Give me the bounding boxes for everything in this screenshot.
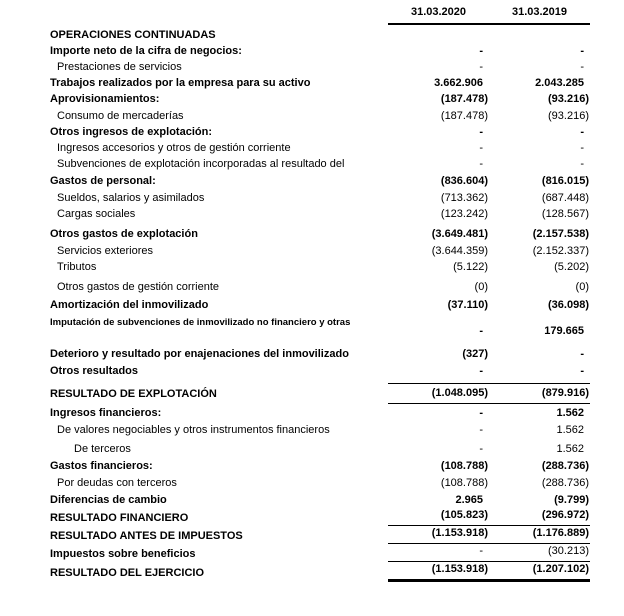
row-values	[388, 228, 590, 241]
row-label: Servicios exteriores	[57, 244, 153, 257]
table-row	[0, 43, 624, 59]
row-values	[388, 299, 590, 312]
row-values	[388, 365, 590, 378]
row-label: RESULTADO FINANCIERO	[50, 512, 189, 524]
value-2020: (1.048.095)	[431, 387, 488, 399]
row-label: RESULTADO DEL EJERCICIO	[50, 567, 205, 579]
row-values	[388, 208, 590, 221]
value-2019: (296.972)	[541, 509, 589, 521]
row-values	[388, 407, 590, 420]
row-label: Ingresos financieros:	[50, 406, 162, 419]
value-2019: -	[580, 157, 584, 170]
statement-rows	[0, 25, 624, 582]
value-2020: -	[479, 141, 483, 154]
value-2020: (1.153.918)	[431, 527, 488, 539]
value-2020: 2.965	[455, 493, 483, 506]
row-values	[388, 45, 590, 58]
row-values	[388, 494, 590, 507]
row-values	[388, 509, 590, 526]
table-row	[0, 27, 624, 43]
value-2019: (2.152.337)	[532, 244, 589, 257]
value-2020: (108.788)	[440, 476, 488, 489]
value-2020: (108.788)	[440, 459, 488, 472]
table-row	[0, 475, 624, 491]
row-values	[388, 563, 590, 582]
value-2019: (93.216)	[548, 92, 589, 105]
value-2020: (836.604)	[440, 174, 488, 187]
row-label: Trabajos realizados por la empresa para su activo	[50, 76, 311, 89]
value-2019: (93.216)	[548, 109, 589, 122]
table-row	[0, 383, 624, 404]
row-values	[388, 77, 590, 90]
row-values	[388, 175, 590, 188]
value-2020: (105.823)	[440, 509, 488, 521]
table-row	[0, 279, 624, 295]
value-2020: -	[479, 157, 483, 170]
row-label: Aprovisionamientos:	[50, 92, 160, 105]
row-values	[388, 383, 590, 404]
value-2020: (5.122)	[453, 260, 488, 273]
row-values	[388, 460, 590, 473]
row-values	[388, 477, 590, 490]
value-2020: -	[479, 44, 483, 57]
table-row	[0, 527, 624, 544]
row-label: Deterioro y resultado por enajenaciones del inmovilizado	[50, 347, 349, 360]
value-2020: (187.478)	[440, 109, 488, 122]
value-2020: -	[479, 325, 483, 337]
row-values	[388, 110, 590, 123]
value-2019: 1.562	[556, 423, 584, 436]
table-row	[0, 206, 624, 222]
row-values	[388, 325, 590, 338]
column-header-2019: 31.03.2019	[511, 6, 568, 18]
value-2020: -	[479, 406, 483, 419]
table-row	[0, 363, 624, 379]
value-2019: (1.176.889)	[532, 527, 589, 539]
value-2019: (30.213)	[548, 545, 589, 557]
row-values	[388, 527, 590, 544]
row-values	[388, 261, 590, 274]
value-2020: (37.110)	[447, 298, 488, 311]
table-row	[0, 173, 624, 189]
table-row	[0, 422, 624, 438]
value-2019: (879.916)	[541, 387, 589, 399]
table-row	[0, 492, 624, 508]
row-label: Subvenciones de explotación incorporadas al resultado del	[57, 157, 345, 170]
table-row	[0, 190, 624, 206]
table-row	[0, 156, 624, 172]
table-row	[0, 108, 624, 124]
row-label: Imputación de subvenciones de inmovilizado no financiero y otras	[50, 317, 351, 328]
table-row	[0, 59, 624, 75]
row-label: Ingresos accesorios y otros de gestión corriente	[57, 141, 291, 154]
row-label: Por deudas con terceros	[57, 476, 177, 489]
value-2020: -	[479, 545, 483, 557]
table-row	[0, 140, 624, 156]
row-label: De valores negociables y otros instrumentos financieros	[57, 423, 330, 436]
row-label: De terceros	[74, 442, 131, 455]
value-2020: (187.478)	[440, 92, 488, 105]
row-values	[388, 93, 590, 106]
column-header-group	[388, 6, 590, 25]
row-values	[388, 142, 590, 155]
row-label: Tributos	[57, 260, 97, 273]
table-row	[0, 314, 624, 340]
value-2019: (288.736)	[541, 459, 589, 472]
row-label: Otros resultados	[50, 364, 139, 377]
value-2019: -	[580, 60, 584, 73]
value-2020: (123.242)	[440, 207, 488, 220]
row-label: Otros ingresos de explotación:	[50, 125, 212, 138]
row-values	[388, 192, 590, 205]
value-2019: (0)	[575, 280, 589, 293]
row-values	[388, 245, 590, 258]
value-2019: 1.562	[556, 442, 584, 455]
row-values	[388, 158, 590, 171]
value-2019: (288.736)	[541, 476, 589, 489]
table-row	[0, 545, 624, 562]
table-row	[0, 458, 624, 474]
table-row	[0, 441, 624, 457]
value-2019: (9.799)	[554, 493, 589, 506]
row-label: Gastos de personal:	[50, 174, 156, 187]
table-row	[0, 226, 624, 242]
value-2019: (128.567)	[541, 207, 589, 220]
value-2019: -	[580, 44, 584, 57]
value-2020: (1.153.918)	[431, 563, 488, 575]
table-row	[0, 243, 624, 259]
table-row	[0, 124, 624, 140]
value-2019: (687.448)	[541, 191, 589, 204]
value-2019: (1.207.102)	[532, 563, 589, 575]
row-label: Sueldos, salarios y asimilados	[57, 191, 205, 204]
row-label: Impuestos sobre beneficios	[50, 548, 196, 560]
value-2019: 2.043.285	[535, 76, 584, 89]
row-label: Amortización del inmovilizado	[50, 298, 209, 311]
value-2019: -	[580, 125, 584, 138]
table-row	[0, 509, 624, 526]
value-2020: -	[479, 364, 483, 377]
row-label: RESULTADO ANTES DE IMPUESTOS	[50, 530, 243, 542]
value-2020: (3.649.481)	[431, 227, 488, 240]
value-2020: (0)	[474, 280, 488, 293]
table-row	[0, 346, 624, 362]
row-values	[388, 61, 590, 74]
table-row	[0, 75, 624, 91]
row-label: Otros gastos de gestión corriente	[57, 280, 220, 293]
value-2019: -	[580, 347, 584, 360]
row-values	[388, 424, 590, 437]
row-values	[388, 348, 590, 361]
row-label: Diferencias de cambio	[50, 493, 167, 506]
table-row	[0, 405, 624, 421]
value-2020: (713.362)	[440, 191, 488, 204]
value-2019: (2.157.538)	[532, 227, 589, 240]
value-2020: -	[479, 60, 483, 73]
row-label: Importe neto de la cifra de negocios:	[50, 44, 242, 57]
value-2020: -	[479, 125, 483, 138]
value-2019: (5.202)	[554, 260, 589, 273]
value-2019: (816.015)	[541, 174, 589, 187]
column-header-row	[0, 0, 624, 25]
table-row	[0, 563, 624, 582]
row-label: Prestaciones de servicios	[57, 60, 182, 73]
value-2019: 179.665	[544, 325, 584, 337]
value-2020: (327)	[462, 347, 488, 360]
row-label: Gastos financieros:	[50, 459, 153, 472]
value-2020: -	[479, 423, 483, 436]
value-2019: -	[580, 364, 584, 377]
row-values	[388, 443, 590, 456]
value-2019: -	[580, 141, 584, 154]
row-values	[388, 281, 590, 294]
row-label: Consumo de mercaderías	[57, 109, 184, 122]
row-label: Otros gastos de explotación	[50, 227, 198, 240]
row-label: OPERACIONES CONTINUADAS	[50, 28, 216, 41]
row-values	[388, 126, 590, 139]
table-row	[0, 259, 624, 275]
column-header-2020: 31.03.2020	[410, 6, 467, 18]
row-values	[388, 545, 590, 562]
table-row	[0, 91, 624, 107]
value-2019: (36.098)	[548, 298, 589, 311]
value-2020: -	[479, 442, 483, 455]
row-label: Cargas sociales	[57, 207, 136, 220]
row-label: RESULTADO DE EXPLOTACIÓN	[50, 388, 217, 400]
value-2019: 1.562	[556, 406, 584, 419]
value-2020: (3.644.359)	[431, 244, 488, 257]
table-row	[0, 297, 624, 313]
value-2020: 3.662.906	[434, 76, 483, 89]
